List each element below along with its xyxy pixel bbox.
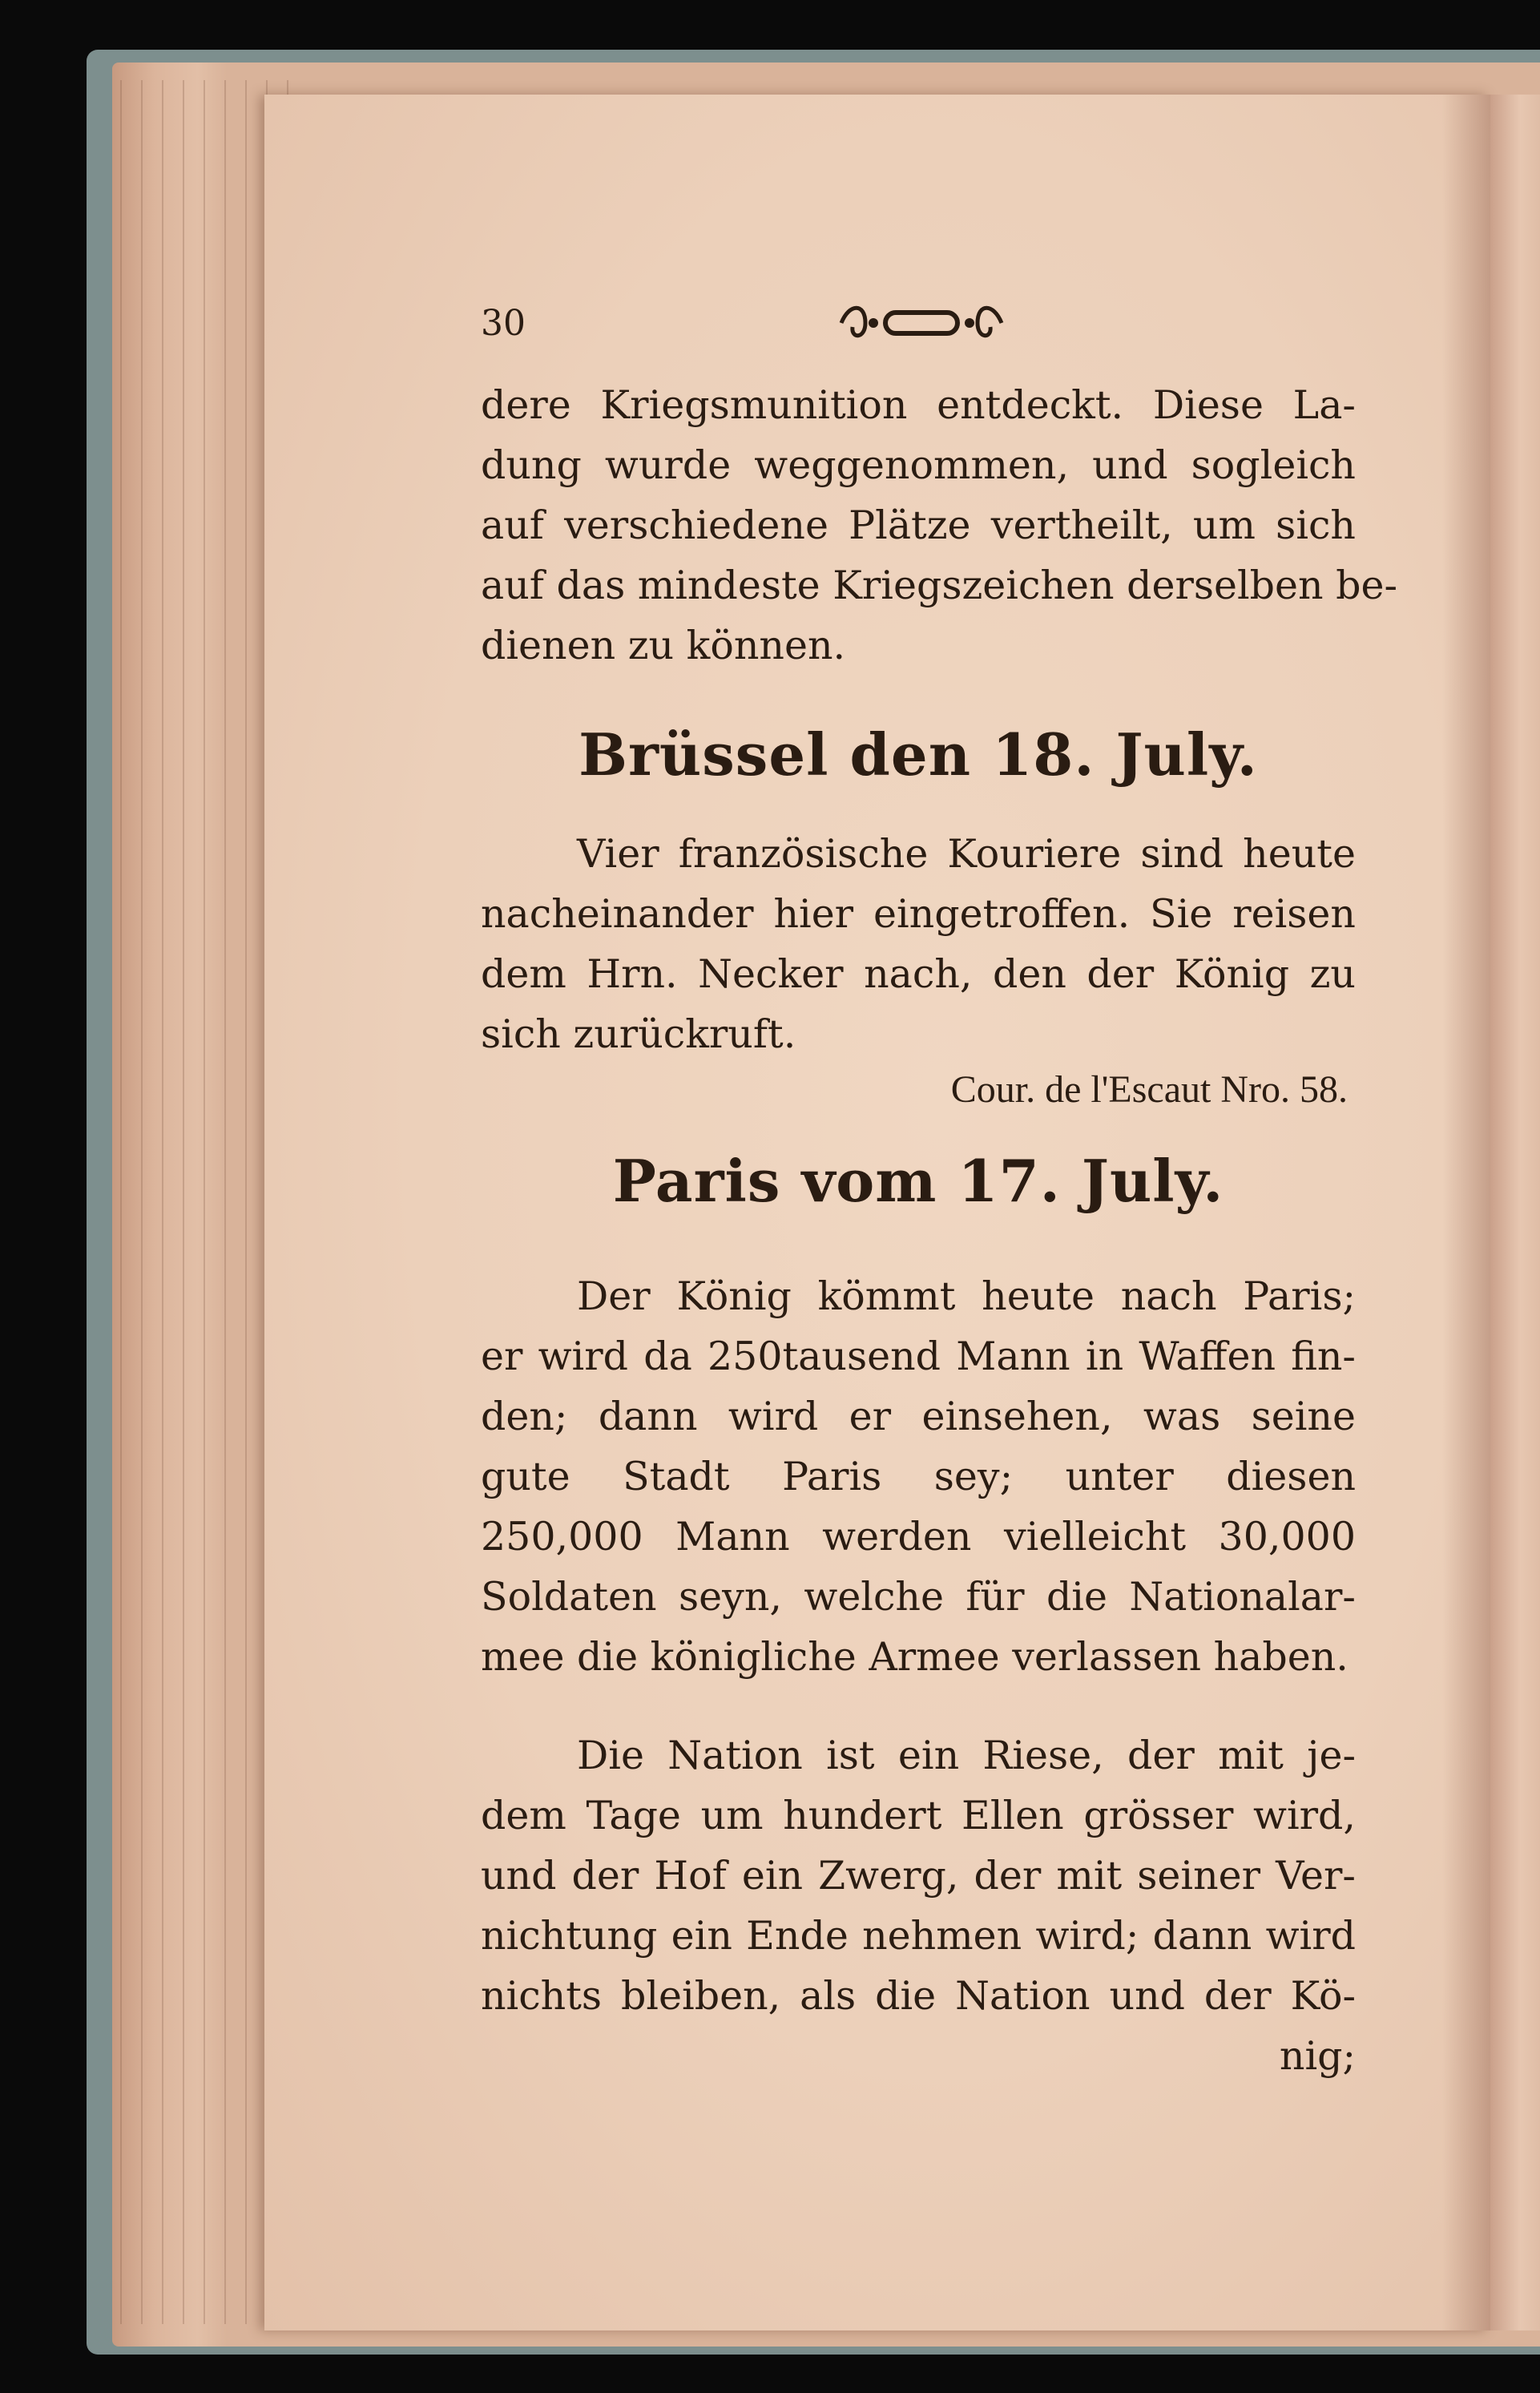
page-content — [481, 295, 1398, 2086]
gutter-shadow — [1442, 95, 1490, 2330]
text-line: auf das mindeste Kriegszeichen derselben be- — [481, 563, 1398, 608]
text-line: Der König kömmt heute nach Paris; — [577, 1273, 1356, 1319]
paragraph-continuation — [481, 375, 1398, 676]
paragraph-paris — [481, 1266, 1356, 1687]
text-line: dem Tage um hundert Ellen grösser wird, — [481, 1793, 1356, 1838]
text-line: nichtung ein Ende nehmen wird; dann wird — [481, 1913, 1356, 1959]
text-line: Soldaten seyn, welche für die Nationalar- — [481, 1574, 1356, 1620]
text-line: dienen zu können. — [481, 623, 846, 668]
text-line: dem Hrn. Necker nach, den der König zu — [481, 951, 1356, 997]
text-line: und der Hof ein Zwerg, der mit seiner Ver- — [481, 1853, 1356, 1899]
text-line: er wird da 250tausend Mann in Waffen fin- — [481, 1334, 1356, 1379]
text-line: gute Stadt Paris sey; unter diesen — [481, 1454, 1356, 1499]
text-line: nacheinander hier eingetroffen. Sie reisen — [481, 891, 1356, 937]
text-line: dung wurde weggenommen, und sogleich — [481, 442, 1356, 488]
text-line: Vier französische Kouriere sind heute — [577, 831, 1356, 877]
facing-page — [1490, 95, 1540, 2330]
page-header — [481, 295, 1356, 375]
section-heading-brussel: Brüssel den 18. July. — [579, 720, 1258, 789]
catchword: nig; — [1279, 2033, 1356, 2079]
section-heading-paris: Paris vom 17. July. — [612, 1147, 1224, 1215]
source-citation: Cour. de l'Escaut Nro. 58. — [950, 1068, 1348, 1111]
text-line: 250,000 Mann werden vielleicht 30,000 — [481, 1514, 1356, 1560]
text-line: den; dann wird er einsehen, was seine — [481, 1394, 1356, 1439]
page-number: 30 — [481, 303, 526, 344]
text-line: auf verschiedene Plätze vertheilt, um sich — [481, 502, 1356, 548]
text-line: Die Nation ist ein Riese, der mit je- — [577, 1733, 1356, 1778]
paragraph-brussel — [481, 824, 1356, 1064]
text-line: mee die königliche Armee verlassen haben. — [481, 1634, 1349, 1680]
paragraph-nation — [481, 1725, 1356, 2086]
text-line: dere Kriegsmunition entdeckt. Diese La- — [481, 382, 1356, 428]
text-line: sich zurückruft. — [481, 1011, 796, 1057]
scroll-ornament-icon — [825, 295, 1018, 351]
text-line: nichts bleiben, als die Nation und der Kö- — [481, 1973, 1356, 2019]
